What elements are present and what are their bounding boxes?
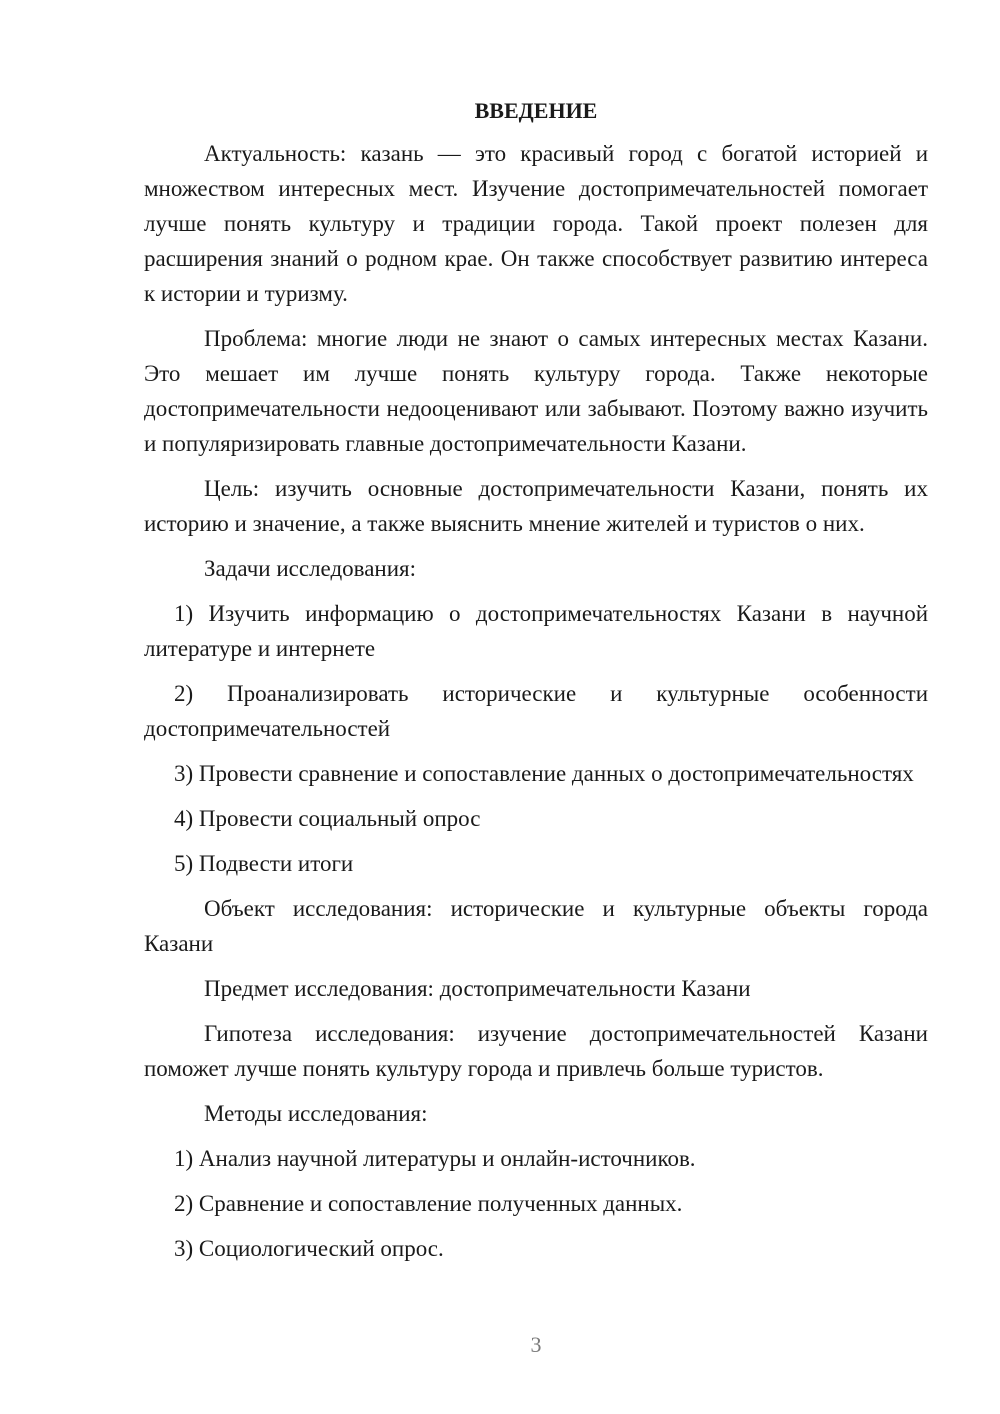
list-item-task-2: 2) Проанализировать исторические и культурные особенности достопримечательностей bbox=[144, 681, 928, 741]
page-title: ВВЕДЕНИЕ bbox=[474, 98, 598, 123]
paragraph-problem: Проблема: многие люди не знают о самых интересных местах Казани. Это мешает им лучше понять культуру города. Также некоторые достопримечательности недооценивают или забывают. Поэтому важно изучить и популяризировать главные достопримечательности Казани. bbox=[144, 326, 928, 456]
paragraph-subject: Предмет исследования: достопримечательности Казани bbox=[204, 976, 751, 1001]
list-item-method-3: 3) Социологический опрос. bbox=[174, 1236, 444, 1261]
list-item-task-3: 3) Провести сравнение и сопоставление данных о достопримечательностях bbox=[174, 761, 914, 786]
paragraph-relevance: Актуальность: казань — это красивый город с богатой историей и множеством интересных мест. Изучение достопримечательностей помогает лучше понять культуру и традиции города. Такой проект полезен для расширения знаний о родном крае. Он также способствует развитию интереса к истории и туризму. bbox=[144, 141, 928, 306]
document-page bbox=[144, 96, 928, 1276]
paragraph-methods-heading: Методы исследования: bbox=[204, 1101, 428, 1126]
list-item-task-1: 1) Изучить информацию о достопримечательностях Казани в научной литературе и интернете bbox=[144, 601, 928, 661]
list-item-task-4: 4) Провести социальный опрос bbox=[174, 806, 481, 831]
list-item-method-2: 2) Сравнение и сопоставление полученных данных. bbox=[174, 1191, 683, 1216]
paragraph-goal: Цель: изучить основные достопримечательности Казани, понять их историю и значение, а также выяснить мнение жителей и туристов о них. bbox=[144, 476, 928, 536]
list-item-method-1: 1) Анализ научной литературы и онлайн-источников. bbox=[174, 1146, 696, 1171]
paragraph-hypothesis: Гипотеза исследования: изучение достопримечательностей Казани поможет лучше понять культуру города и привлечь больше туристов. bbox=[144, 1021, 928, 1081]
paragraph-tasks-heading: Задачи исследования: bbox=[204, 556, 417, 581]
paragraph-object: Объект исследования: исторические и культурные объекты города Казани bbox=[144, 896, 928, 956]
page-number: 3 bbox=[530, 1332, 542, 1357]
list-item-task-5: 5) Подвести итоги bbox=[174, 851, 354, 876]
